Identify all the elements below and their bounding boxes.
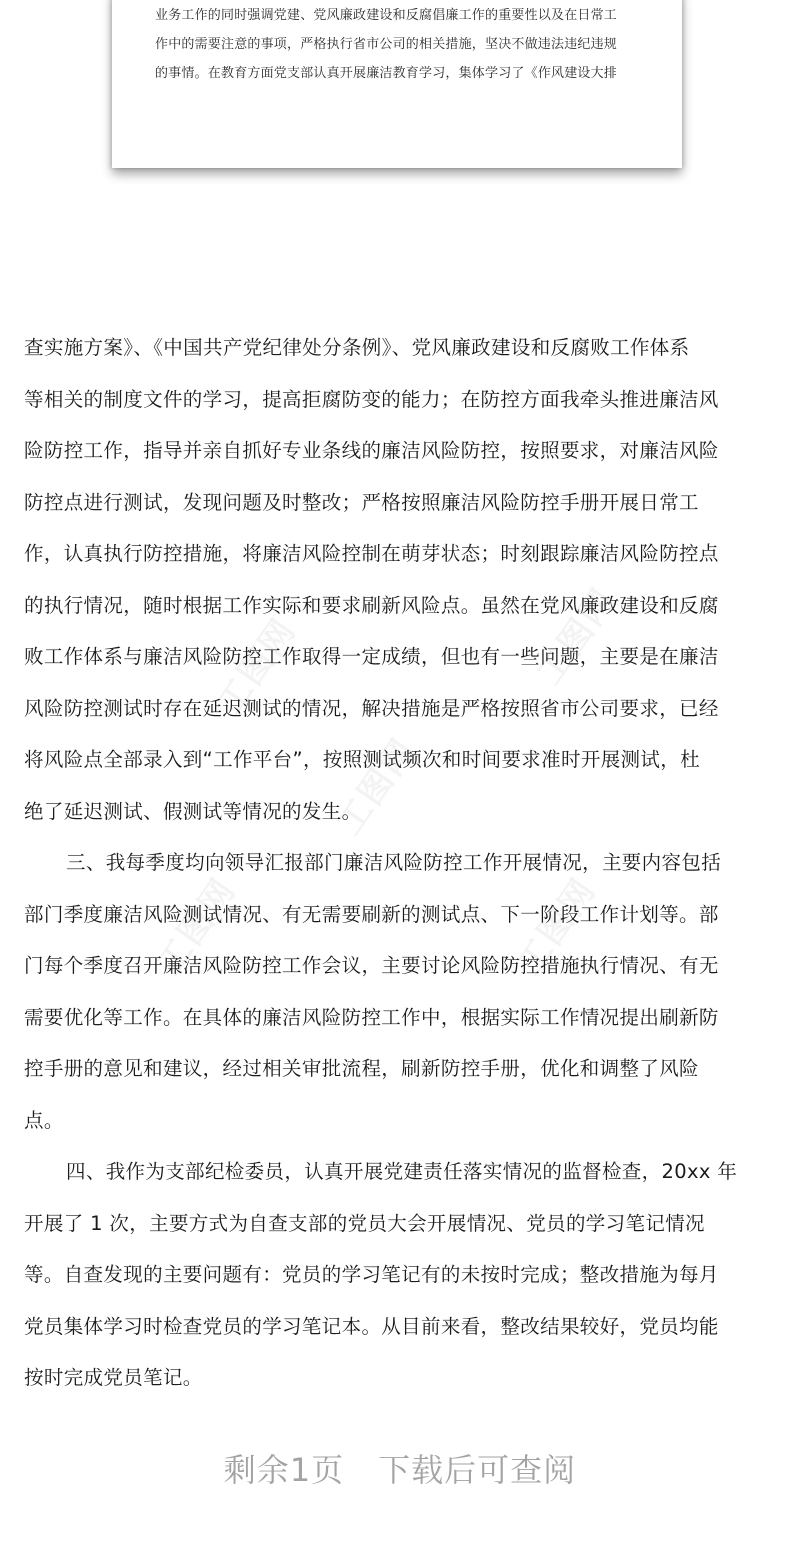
paragraph-start-line: 四、我作为支部纪检委员，认真开展党建责任落实情况的监督检查，20xx 年 xyxy=(66,1160,738,1183)
body-line: 等相关的制度文件的学习，提高拒腐防变的能力；在防控方面我牵头推进廉洁风 xyxy=(24,387,719,411)
body-line: 需要优化等工作。在具体的廉洁风险防控工作中，根据实际工作情况提出刷新防 xyxy=(24,1005,719,1029)
body-line: 控手册的意见和建议，经过相关审批流程，刷新防控手册，优化和调整了风险 xyxy=(24,1057,699,1080)
body-line: 败工作体系与廉洁风险防控工作取得一定成绩，但也有一些问题，主要是在廉洁 xyxy=(24,645,719,668)
watermark: 工图网 xyxy=(209,610,305,723)
body-line: 查实施方案》、《中国共产党纪律处分条例》、党风廉政建设和反腐败工作体系 xyxy=(24,336,690,359)
preview-line: 的事情。在教育方面党支部认真开展廉洁教育学习，集体学习了《作风建设大排 xyxy=(155,66,618,81)
body-line: 险防控工作，指导并亲自抓好专业条线的廉洁风险防控，按照要求，对廉洁风险 xyxy=(24,439,719,462)
body-line: 按时完成党员笔记。 xyxy=(24,1366,203,1389)
watermark: 工图网 xyxy=(529,580,625,693)
watermark: 工图网 xyxy=(149,870,245,983)
body-line: 等。自查发现的主要问题有：党员的学习笔记有的未按时完成；整改措施为每月 xyxy=(24,1263,719,1286)
body-line: 风险防控测试时存在延迟测试的情况，解决措施是严格按照省市公司要求，已经 xyxy=(24,696,719,720)
body-line: 将风险点全部录入到“工作平台”，按照测试频次和时间要求准时开展测试，杜 xyxy=(24,748,700,771)
body-line: 作，认真执行防控措施，将廉洁风险控制在萌芽状态；时刻跟踪廉洁风险防控点 xyxy=(24,542,719,565)
body-line: 党员集体学习时检查党员的学习笔记本。从目前来看，整改结果较好，党员均能 xyxy=(24,1314,719,1338)
watermark: 工图网 xyxy=(329,730,425,843)
preview-line: 业务工作的同时强调党建、党风廉政建设和反腐倡廉工作的重要性以及在日常工 xyxy=(155,8,618,23)
body-line: 绝了延迟测试、假测试等情况的发生。 xyxy=(24,799,362,823)
preview-line: 作中的需要注意的事项，严格执行省市公司的相关措施，坚决不做违法违纪违规 xyxy=(155,37,618,52)
body-line: 点。 xyxy=(24,1108,64,1132)
document-body xyxy=(24,322,776,1404)
paragraph-start-line: 三、我每季度均向领导汇报部门廉洁风险防控工作开展情况，主要内容包括 xyxy=(66,851,722,874)
download-hint-label: 下载后可查阅 xyxy=(378,1451,577,1489)
body-line: 防控点进行测试，发现问题及时整改；严格按照廉洁风险防控手册开展日常工 xyxy=(24,490,699,514)
body-line: 门每个季度召开廉洁风险防控工作会议，主要讨论风险防控措施执行情况、有无 xyxy=(24,954,719,977)
preview-text-block xyxy=(155,0,645,88)
remaining-pages-label: 剩余1页 xyxy=(223,1451,345,1489)
body-line: 的执行情况，随时根据工作实际和要求刷新风险点。虽然在党风廉政建设和反腐 xyxy=(24,593,719,617)
document-preview-card xyxy=(112,0,682,168)
body-line: 部门季度廉洁风险测试情况、有无需要刷新的测试点、下一阶段工作计划等。部 xyxy=(24,902,719,926)
body-line: 开展了 1 次，主要方式为自查支部的党员大会开展情况、党员的学习笔记情况 xyxy=(24,1211,705,1235)
watermark: 工图网 xyxy=(509,870,605,983)
remaining-pages-notice[interactable] xyxy=(0,1445,800,1491)
